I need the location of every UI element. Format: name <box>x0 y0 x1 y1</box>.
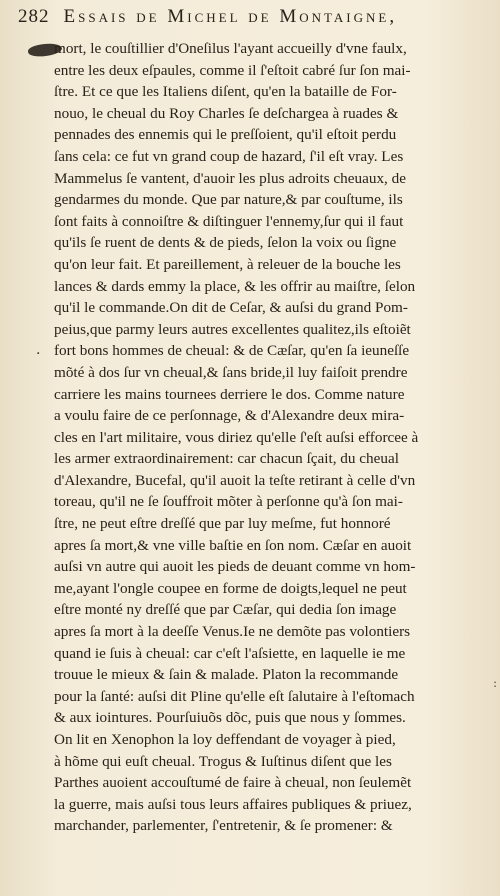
text-line: eſtre monté ny dreſſé que par Cæſar, qui dedia ſon image <box>54 601 397 619</box>
margin-mark: . <box>36 342 41 358</box>
text-line: Parthes auoient accouſtumé de faire à cheual, non ſeulemẽt <box>54 774 412 792</box>
text-line: fort bons hommes de cheual: & de Cæſar, qu'en ſa ieuneſſe <box>54 342 410 360</box>
text-line: les armer extraordinairement: car chacun ſçait, du cheual <box>54 450 399 468</box>
text-line: a voulu faire de ce perſonnage, & d'Alexandre deux mira- <box>54 407 405 425</box>
text-line: toreau, qu'il ne ſe ſouffroit mõter à perſonne qu'à ſon mai- <box>54 493 403 511</box>
text-line: qu'il le commande.On dit de Ceſar, & auſsi du grand Pom- <box>54 299 408 317</box>
text-line: auſsi vn autre qui auoit les pieds de deuant comme vn hom- <box>54 558 416 576</box>
text-line: apres ſa mort,& vne ville baſtie en ſon nom. Cæſar en auoit <box>54 536 412 554</box>
edge-mark: : <box>493 676 498 690</box>
text-line: me,ayant l'ongle coupee en forme de doigts,lequel ne peut <box>54 579 407 597</box>
text-line: ſtre, ne peut eſtre dreſſé que par luy meſme, fut honnoré <box>54 515 391 533</box>
text-line: quand ie ſuis à cheual: car c'eſt l'aſsiette, en laquelle ie me <box>54 644 406 662</box>
text-line: trouue le mieux & ſain & malade. Platon la recommande <box>54 666 399 684</box>
body-text <box>54 38 478 837</box>
text-line: On lit en Xenophon la loy deffendant de voyager à pied, <box>54 731 396 748</box>
text-line: ſtre. Et ce que les Italiens diſent, qu'en la bataille de For- <box>54 83 397 101</box>
page-header <box>18 6 478 32</box>
text-line: entre les deux eſpaules, comme il ſ'eſtoit cabré ſur ſon mai- <box>54 61 411 79</box>
text-line: mort, le couſtillier d'Oneſilus l'ayant accueilly d'vne faulx, <box>54 40 407 57</box>
text-line: carriere les mains tournees derriere le dos. Comme nature <box>54 385 405 403</box>
text-line: qu'on leur fait. Et pareillement, à releuer de la bouche les <box>54 255 401 273</box>
running-title: Essais de Michel de Montaigne, <box>63 6 398 27</box>
text-line: apres ſa mort à la deeſſe Venus.Ie ne demõte pas volontiers <box>54 623 411 641</box>
text-line: nouo, le cheual du Roy Charles ſe deſchargea à ruades & <box>54 104 399 122</box>
text-line: à hõme qui euſt cheual. Trogus & Iuſtinus diſent que les <box>54 752 392 770</box>
text-line: mõté à dos ſur vn cheual,& ſans bride,il luy faiſoit prendre <box>54 363 408 381</box>
text-line: d'Alexandre, Bucefal, qu'il auoit la teſte retirant à celle d'vn <box>54 471 416 489</box>
text-line: & aux iointures. Pourſuiuõs dõc, puis que nous y ſommes. <box>54 709 406 727</box>
text-line: pennades des ennemis qui le preſſoient, qu'il eſtoit perdu <box>54 126 397 144</box>
page-number: 282 <box>18 6 50 27</box>
text-line: Mammelus ſe vantent, d'auoir les plus adroits cheuaux, de <box>54 169 406 187</box>
text-line: marchander, parlementer, ſ'entretenir, & ſe promener: & <box>54 817 393 835</box>
text-line: ſans cela: ce fut vn grand coup de hazard, ſ'il eſt vray. Les <box>54 147 404 165</box>
text-line: qu'ils ſe ruent de dents & de pieds, ſelon la voix ou ſigne <box>54 234 397 252</box>
text-line: la guerre, mais auſsi tous leurs affaires publiques & priuez, <box>54 795 412 813</box>
text-line: ſont faits à connoiſtre & diſtinguer l'ennemy,ſur qui il faut <box>54 212 404 230</box>
text-line: lances & dards emmy la place, & les offrir au maiſtre, ſelon <box>54 277 416 295</box>
text-line: cles en l'art militaire, vous diriez qu'elle ſ'eſt auſsi efforcee à <box>54 428 419 446</box>
text-line: gendarmes du monde. Que par nature,& par couſtume, ils <box>54 191 403 209</box>
text-line: peius,que parmy leurs autres excellentes qualitez,ils eſtoiẽt <box>54 320 411 338</box>
text-line: pour la ſanté: auſsi dit Pline qu'elle eſt ſalutaire à l'eſtomach <box>54 687 415 705</box>
